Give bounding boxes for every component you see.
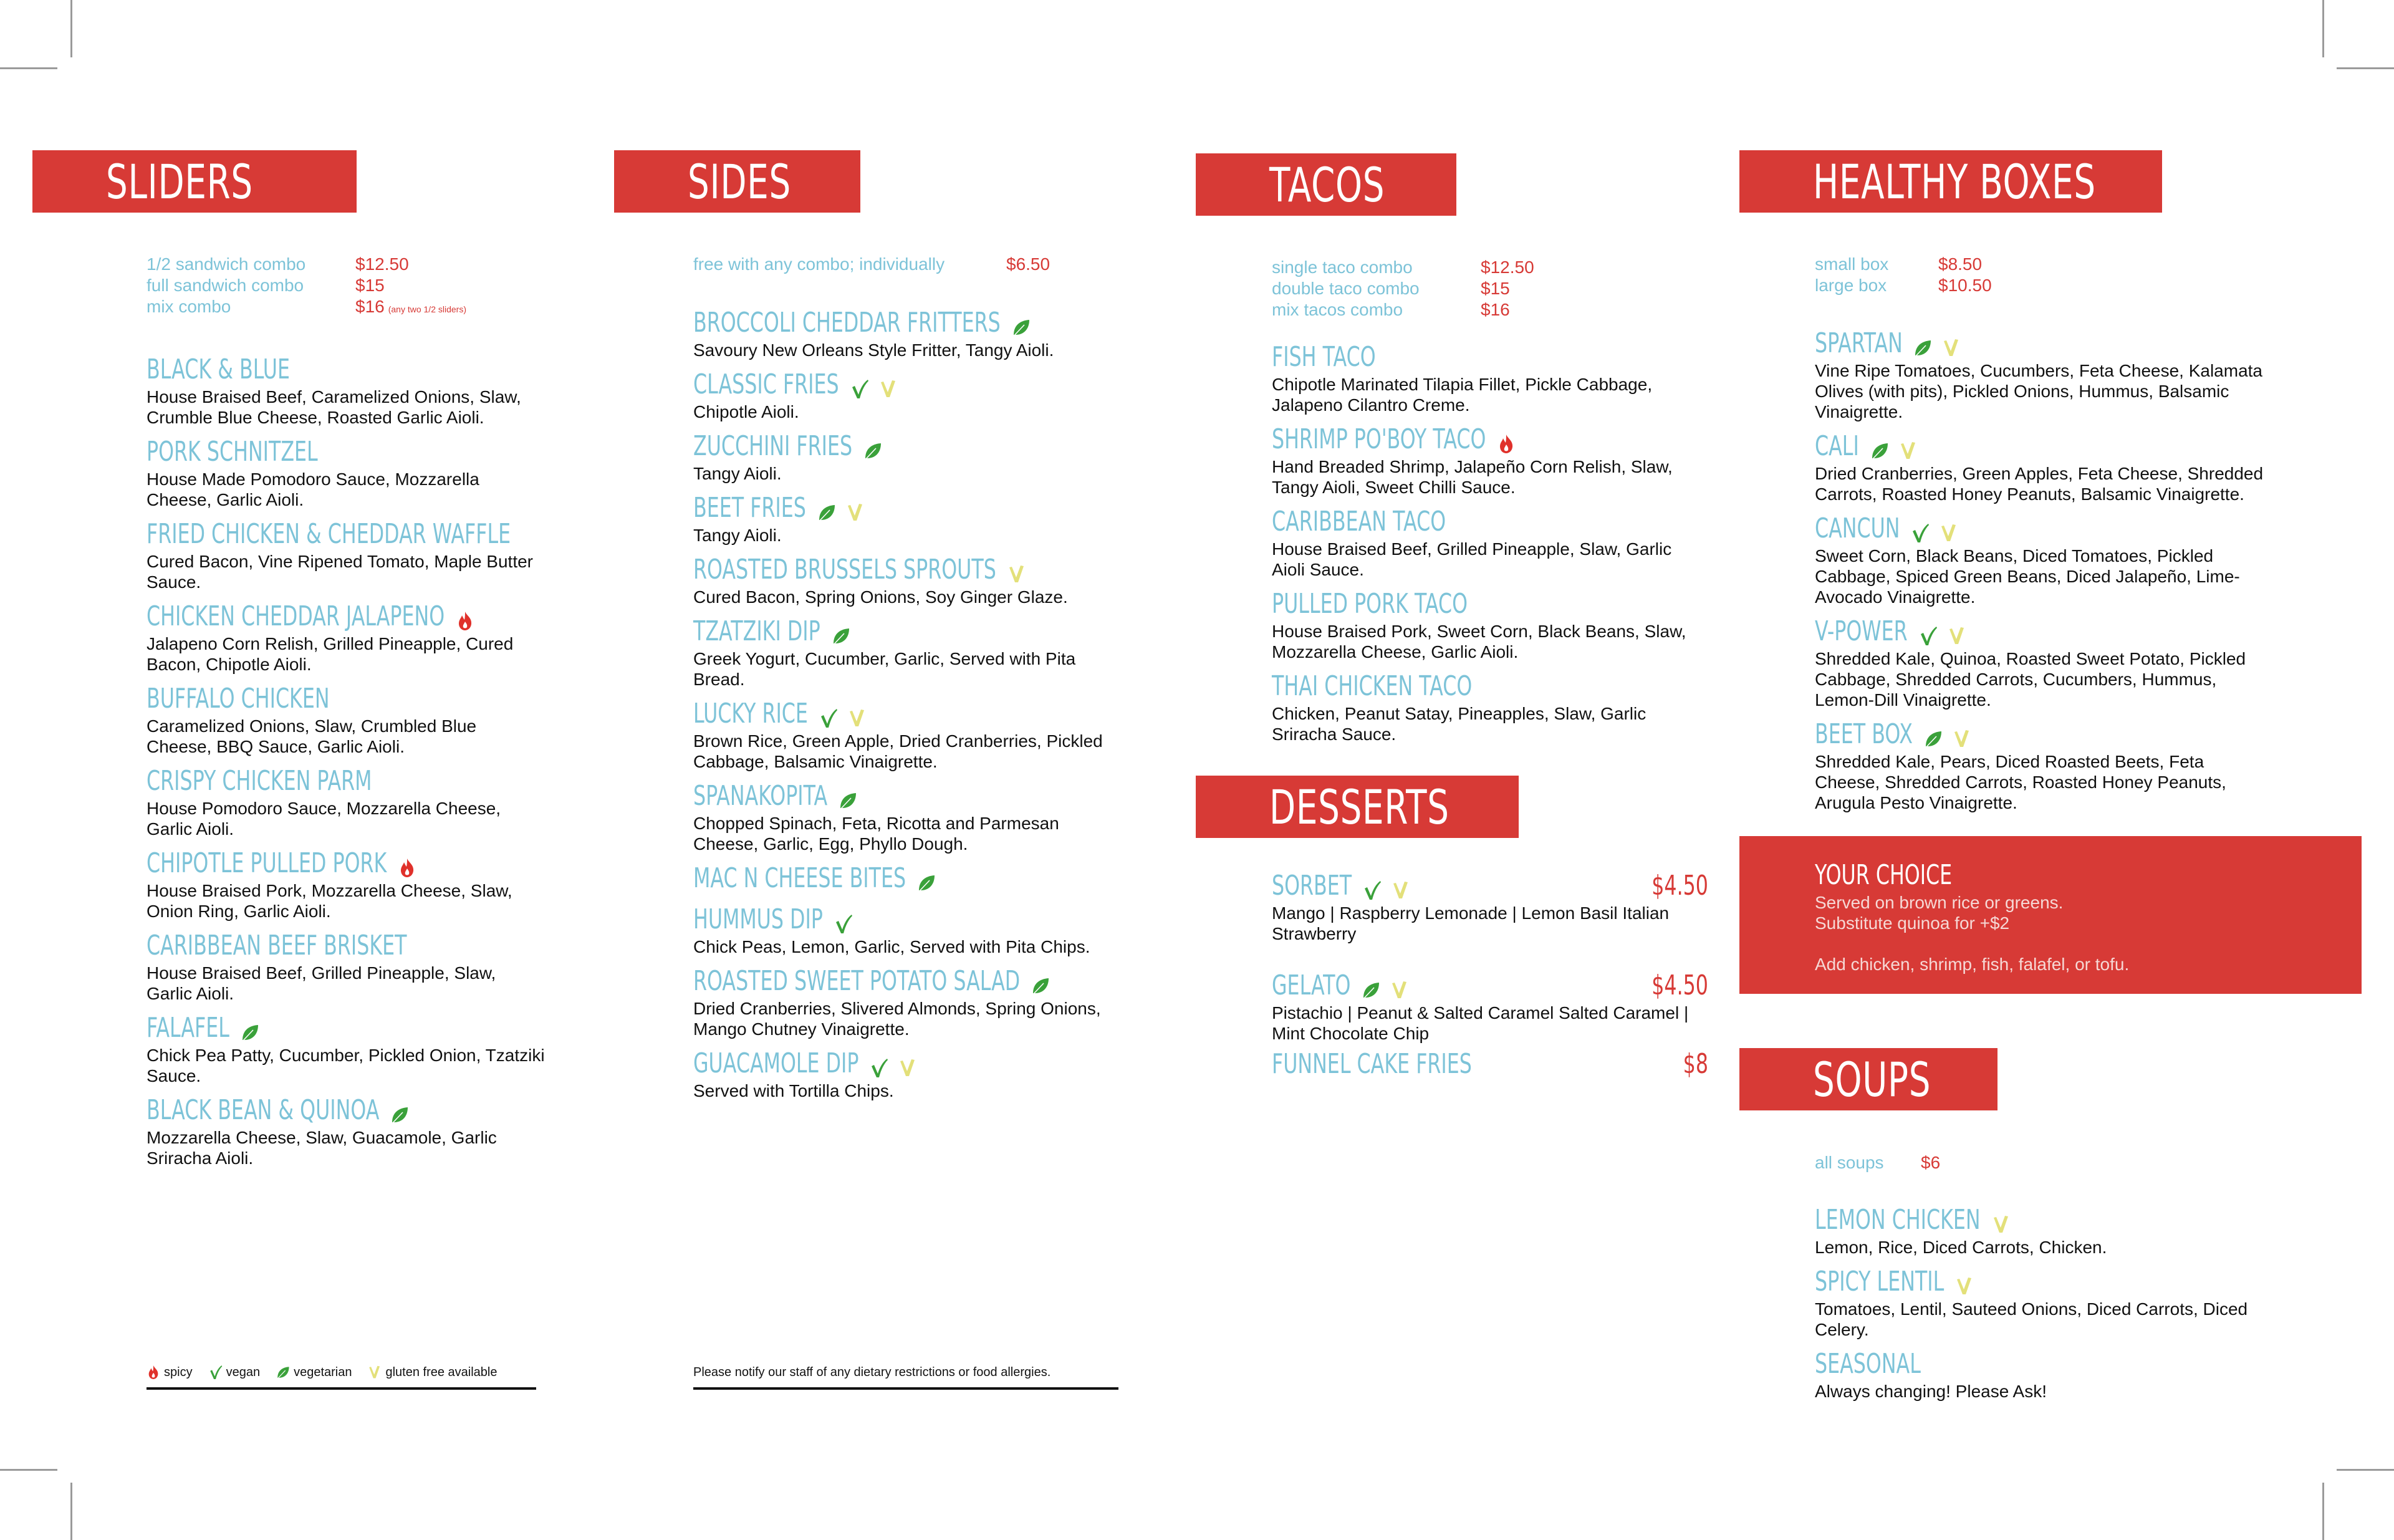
diet-icons: [1031, 971, 1060, 992]
gluten-free-icon: [1955, 1271, 1974, 1292]
menu-item-heading: [693, 306, 1105, 340]
dietary-legend: [147, 1364, 514, 1380]
menu-item-description: Served with Tortilla Chips.: [693, 1081, 894, 1100]
menu-item-name: CRISPY CHICKEN PARM: [147, 765, 372, 797]
vegetarian-icon: [1870, 436, 1889, 457]
menu-item-description: Sweet Corn, Black Beans, Diced Tomatoes, Pickled Cabbage, Spiced Green Beans, Diced Jalapeño, Lime-Avocado Vinaigrette.: [1815, 546, 2240, 607]
menu-item: [1815, 1203, 2264, 1258]
pricing-price: $16: [355, 297, 385, 316]
menu-item-heading: [147, 682, 546, 716]
menu-item-heading: [1815, 1347, 2264, 1381]
menu-item-name: CLASSIC FRIES: [693, 368, 839, 400]
menu-item-description: Brown Rice, Green Apple, Dried Cranberries, Pickled Cabbage, Balsamic Vinaigrette.: [693, 731, 1103, 771]
notice-underline: [693, 1387, 1118, 1390]
menu-item-name: FISH TACO: [1272, 341, 1376, 373]
menu-item: [693, 368, 1105, 422]
gluten-free-icon: [1953, 724, 1971, 745]
menu-item-name: BEET BOX: [1815, 718, 1913, 750]
gluten-free-icon: [1940, 518, 1958, 539]
menu-item-description: House Braised Beef, Caramelized Onions, Slaw, Crumble Blue Cheese, Roasted Garlic Aioli.: [147, 387, 521, 427]
menu-item-description: Caramelized Onions, Slaw, Crumbled Blue Cheese, BBQ Sauce, Garlic Aioli.: [147, 716, 477, 756]
menu-item-heading: [1272, 670, 1696, 703]
menu-item-name: ROASTED SWEET POTATO SALAD: [693, 965, 1021, 997]
vegan-icon: [870, 1053, 888, 1074]
menu-item-name: PULLED PORK TACO: [1272, 588, 1468, 620]
menu-item: [693, 862, 1105, 895]
vegetarian-icon: [241, 1018, 259, 1039]
menu-item: [147, 1011, 546, 1086]
pricing-label: free with any combo; individually: [693, 254, 945, 274]
spicy-icon: [1497, 429, 1516, 450]
your-choice-line: Served on brown rice or greens.: [1815, 893, 2064, 912]
diet-icons: [1007, 559, 1036, 580]
menu-item-description: Chick Pea Patty, Cucumber, Pickled Onion, Tzatziki Sauce.: [147, 1046, 545, 1085]
menu-item-description: Pistachio | Peanut & Salted Caramel Salted Caramel | Mint Chocolate Chip: [1272, 1003, 1689, 1043]
menu-item: [1815, 327, 2264, 422]
diet-icons: [1497, 429, 1526, 450]
menu-item-description: Tangy Aioli.: [693, 526, 782, 545]
diet-icons: [1924, 724, 1981, 745]
menu-item-name: CANCUN: [1815, 513, 1900, 544]
section-title-tacos: TACOS: [1196, 153, 1456, 216]
menu-item-description: House Made Pomodoro Sauce, Mozzarella Cheese, Garlic Aioli.: [147, 469, 479, 509]
menu-item-description: House Braised Beef, Grilled Pineapple, Slaw, Garlic Aioli Sauce.: [1272, 539, 1672, 579]
crop-mark: [2337, 1469, 2394, 1471]
menu-item: [693, 903, 1105, 957]
menu-item: [693, 491, 1105, 546]
pricing-price: $15: [1481, 279, 1510, 298]
menu-item-name: PORK SCHNITZEL: [147, 436, 318, 468]
sliders-item-list: [147, 353, 546, 1176]
menu-item-heading: [1272, 969, 1708, 1003]
diet-icons: [1870, 436, 1928, 457]
menu-item-description: Greek Yogurt, Cucumber, Garlic, Served with Pita Bread.: [693, 649, 1076, 689]
pricing-label: mix combo: [147, 297, 231, 316]
menu-item-name: CHICKEN CHEDDAR JALAPENO: [147, 600, 445, 632]
menu-item-name: MAC N CHEESE BITES: [693, 862, 906, 894]
menu-item-heading: [1272, 423, 1696, 456]
pricing-label: large box: [1815, 276, 1887, 295]
vegetarian-icon: [1913, 333, 1932, 354]
diet-icons: [832, 621, 860, 642]
vegetarian-icon: [832, 621, 850, 642]
menu-item-heading: [693, 553, 1105, 587]
menu-item: [693, 615, 1105, 690]
spicy-icon: [398, 853, 416, 874]
menu-item-description: Tangy Aioli.: [693, 464, 782, 483]
menu-item-name: CHIPOTLE PULLED PORK: [147, 847, 387, 879]
pricing-label: full sandwich combo: [147, 276, 304, 295]
legend-underline: [147, 1387, 536, 1390]
your-choice-box: [1739, 836, 2362, 994]
gluten-free-icon: [1007, 559, 1026, 580]
menu-item-description: House Braised Beef, Grilled Pineapple, Slaw, Garlic Aioli.: [147, 963, 496, 1003]
menu-item-heading: [147, 517, 546, 551]
your-choice-line: Substitute quinoa for +$2: [1815, 913, 2010, 933]
pricing-label: double taco combo: [1272, 279, 1420, 298]
menu-item: [147, 1094, 546, 1168]
gluten-free-icon: [879, 374, 898, 395]
menu-item-name: GELATO: [1272, 970, 1351, 1001]
menu-item-name: FUNNEL CAKE FRIES: [1272, 1048, 1472, 1080]
menu-item-heading: [147, 600, 546, 633]
diet-icons: [850, 374, 908, 395]
diet-icons: [1363, 875, 1420, 897]
diet-icons: [1955, 1271, 1984, 1292]
menu-item-heading: [693, 368, 1105, 402]
diet-icons: [241, 1018, 269, 1039]
legend-label: vegetarian: [294, 1365, 352, 1379]
menu-item: [693, 306, 1105, 360]
menu-item: [1815, 718, 2264, 813]
menu-item: [1272, 670, 1696, 744]
your-choice-title: YOUR CHOICE: [1815, 859, 1953, 891]
menu-item-description: House Braised Pork, Sweet Corn, Black Beans, Slaw, Mozzarella Cheese, Garlic Aioli.: [1272, 622, 1686, 662]
tacos-pricing: [1272, 257, 1646, 320]
crop-mark: [0, 67, 57, 69]
menu-item-description: House Braised Pork, Mozzarella Cheese, Slaw, Onion Ring, Garlic Aioli.: [147, 881, 512, 921]
menu-item: [693, 553, 1105, 607]
menu-item: [693, 430, 1105, 484]
legend-label: spicy: [164, 1365, 193, 1379]
menu-item: [1272, 969, 1708, 1044]
menu-item: [693, 779, 1105, 854]
menu-item-name: SPANAKOPITA: [693, 780, 828, 812]
menu-item-heading: [1272, 869, 1708, 903]
menu-item-heading: [1815, 1265, 2264, 1299]
menu-item-name: ROASTED BRUSSELS SPROUTS: [693, 554, 996, 585]
vegetarian-icon: [863, 436, 882, 457]
menu-item-heading: [693, 1047, 1105, 1080]
pricing-price: $10.50: [1938, 276, 1992, 295]
menu-item-name: TZATZIKI DIP: [693, 615, 820, 647]
menu-item-heading: [1815, 718, 2264, 751]
section-title-desserts: DESSERTS: [1196, 776, 1519, 838]
menu-item-name: SEASONAL: [1815, 1348, 1921, 1380]
gluten-free-icon: [1948, 621, 1966, 642]
menu-item-description: Always changing! Please Ask!: [1815, 1382, 2047, 1401]
vegan-icon: [819, 703, 838, 724]
vegetarian-icon: [390, 1100, 409, 1121]
vegan-icon: [1911, 518, 1930, 539]
vegan-icon: [209, 1364, 223, 1380]
section-title-soups: SOUPS: [1739, 1048, 1997, 1110]
menu-item-description: Cured Bacon, Spring Onions, Soy Ginger Glaze.: [693, 587, 1068, 607]
menu-item-description: Shredded Kale, Quinoa, Roasted Sweet Potato, Pickled Cabbage, Shredded Carrots, Cucumbers, Hummus, Lemon-Dill Vinaigrette.: [1815, 649, 2246, 710]
crop-mark: [0, 1469, 57, 1471]
menu-item: [147, 764, 546, 839]
crop-mark: [70, 1483, 72, 1540]
gluten-free-icon: [1942, 333, 1961, 354]
menu-item-heading: [1272, 340, 1696, 374]
diet-icons: [834, 909, 863, 930]
vegan-icon: [1919, 621, 1938, 642]
menu-item: [1815, 430, 2264, 504]
menu-item-description: Shredded Kale, Pears, Diced Roasted Beets, Feta Cheese, Shredded Carrots, Roasted Honey Peanuts, Arugula Pesto Vinaigrette.: [1815, 752, 2226, 812]
spicy-icon: [147, 1364, 160, 1380]
menu-item: [1272, 505, 1696, 580]
gluten-free-icon: [1390, 975, 1409, 996]
spicy-icon: [456, 606, 474, 627]
menu-item-name: ZUCCHINI FRIES: [693, 430, 853, 462]
diet-icons: [819, 703, 877, 724]
menu-item-heading: [693, 615, 1105, 648]
menu-item-description: Chopped Spinach, Feta, Ricotta and Parmesan Cheese, Garlic, Egg, Phyllo Dough.: [693, 814, 1059, 854]
menu-item-name: SHRIMP PO'BOY TACO: [1272, 423, 1486, 455]
menu-item-heading: [693, 779, 1105, 813]
healthy-pricing: [1815, 254, 2189, 296]
menu-item: [147, 517, 546, 592]
menu-item-name: LEMON CHICKEN: [1815, 1204, 1981, 1236]
menu-item-name: CARIBBEAN TACO: [1272, 506, 1446, 537]
diet-icons: [870, 1053, 927, 1074]
menu-item: [1272, 869, 1708, 944]
menu-item: [147, 682, 546, 757]
menu-item-price: [1630, 969, 1708, 1003]
menu-item-description: Chipotle Aioli.: [693, 402, 799, 421]
menu-item-heading: [147, 929, 546, 963]
diet-icons: [1911, 518, 1968, 539]
menu-item-heading: [693, 862, 1105, 895]
diet-icons: [1012, 312, 1041, 334]
crop-mark: [70, 0, 72, 57]
menu-item-heading: [693, 491, 1105, 525]
menu-item: [147, 929, 546, 1004]
menu-item-heading: [1815, 615, 2264, 648]
section-title-sliders: SLIDERS: [32, 150, 357, 213]
menu-item-price: [1673, 1047, 1708, 1081]
menu-item: [693, 697, 1105, 772]
menu-item-heading: [693, 903, 1105, 936]
menu-item-name: V-POWER: [1815, 615, 1908, 647]
menu-item-description: Mango | Raspberry Lemonade | Lemon Basil Italian Strawberry: [1272, 903, 1670, 943]
pricing-price: $16: [1481, 300, 1510, 319]
diet-icons: [456, 606, 484, 627]
menu-item-description: House Pomodoro Sauce, Mozzarella Cheese, Garlic Aioli.: [147, 799, 501, 839]
pricing-price: $6: [1921, 1153, 1941, 1172]
diet-icons: [839, 786, 867, 807]
gluten-free-icon: [368, 1364, 382, 1380]
menu-item: [147, 435, 546, 510]
menu-item-description: Dried Cranberries, Green Apples, Feta Cheese, Shredded Carrots, Roasted Honey Peanuts, Balsamic Vinaigrette.: [1815, 464, 2264, 504]
menu-item-description: Hand Breaded Shrimp, Jalapeño Corn Relish, Slaw, Tangy Aioli, Sweet Chilli Sauce.: [1272, 457, 1673, 497]
pricing-price: $12.50: [355, 254, 409, 274]
menu-item: [1815, 1347, 2264, 1402]
soups-pricing: [1815, 1152, 2064, 1173]
menu-item-name: THAI CHICKEN TACO: [1272, 670, 1473, 702]
pricing-note: (any two 1/2 sliders): [388, 304, 466, 314]
menu-item-heading: [1815, 430, 2264, 463]
gluten-free-icon: [848, 703, 867, 724]
menu-item-name: BROCCOLI CHEDDAR FRITTERS: [693, 307, 1001, 339]
menu-item: [1815, 1265, 2264, 1340]
menu-item-name: GUACAMOLE DIP: [693, 1047, 859, 1079]
menu-item: [147, 847, 546, 922]
sliders-pricing: [147, 254, 521, 317]
pricing-label: small box: [1815, 254, 1889, 274]
menu-item-heading: [1815, 327, 2264, 360]
menu-item-price-text: $4.50: [1651, 870, 1708, 902]
menu-item: [693, 965, 1105, 1039]
menu-item-price-text: $8: [1683, 1048, 1708, 1080]
gluten-free-icon: [846, 498, 865, 519]
menu-item-price: [1630, 869, 1708, 903]
menu-item-description: Chick Peas, Lemon, Garlic, Served with Pita Chips.: [693, 937, 1090, 956]
menu-item: [1272, 340, 1696, 415]
menu-item-description: Dried Cranberries, Slivered Almonds, Spring Onions, Mango Chutney Vinaigrette.: [693, 999, 1101, 1039]
menu-item-name: FALAFEL: [147, 1012, 229, 1044]
menu-item-heading: [693, 430, 1105, 463]
your-choice-line: Add chicken, shrimp, fish, falafel, or tofu.: [1815, 955, 2130, 974]
menu-item-heading: [147, 847, 546, 880]
menu-item-heading: [147, 1011, 546, 1045]
menu-item: [1272, 1047, 1708, 1081]
menu-item: [1272, 587, 1696, 662]
diet-icons: [917, 868, 946, 889]
pricing-label: mix tacos combo: [1272, 300, 1403, 319]
pricing-label: single taco combo: [1272, 257, 1413, 277]
vegan-icon: [834, 909, 853, 930]
gluten-free-icon: [1992, 1210, 2011, 1231]
menu-item-name: BEET FRIES: [693, 492, 806, 524]
vegetarian-icon: [1031, 971, 1050, 992]
sides-item-list: [693, 306, 1105, 1109]
menu-item-heading: [1272, 1047, 1708, 1081]
section-title-healthy-boxes: HEALTHY BOXES: [1739, 150, 2162, 213]
menu-item-heading: [1272, 505, 1696, 539]
vegetarian-icon: [1012, 312, 1031, 334]
diet-icons: [863, 436, 892, 457]
vegan-icon: [1363, 875, 1382, 897]
pricing-price: $8.50: [1938, 254, 1983, 274]
vegan-icon: [850, 374, 869, 395]
diet-icons: [1992, 1210, 2021, 1231]
menu-item-description: Jalapeno Corn Relish, Grilled Pineapple, Cured Bacon, Chipotle Aioli.: [147, 634, 514, 674]
menu-item-description: Mozzarella Cheese, Slaw, Guacamole, Garlic Sriracha Aioli.: [147, 1128, 497, 1168]
menu-item-name: BUFFALO CHICKEN: [147, 683, 330, 715]
menu-item-heading: [1815, 512, 2264, 546]
diet-icons: [1913, 333, 1971, 354]
gluten-free-icon: [898, 1053, 917, 1074]
pricing-price: $6.50: [1006, 254, 1050, 274]
menu-item-name: CALI: [1815, 430, 1859, 462]
gluten-free-icon: [1392, 875, 1410, 897]
menu-item-name: LUCKY RICE: [693, 698, 808, 729]
healthy-item-list: [1815, 327, 2264, 821]
menu-item-description: Tomatoes, Lentil, Sauteed Onions, Diced Carrots, Diced Celery.: [1815, 1299, 2248, 1339]
crop-mark: [2322, 1483, 2324, 1540]
menu-item-name: SPARTAN: [1815, 327, 1903, 359]
desserts-item-list: [1272, 869, 1708, 1089]
menu-item-name: FRIED CHICKEN & CHEDDAR WAFFLE: [147, 518, 511, 550]
vegetarian-icon: [1362, 975, 1380, 996]
menu-item-heading: [147, 435, 546, 469]
vegetarian-icon: [839, 786, 857, 807]
vegetarian-icon: [817, 498, 836, 519]
menu-item: [1815, 512, 2264, 607]
menu-item-heading: [693, 697, 1105, 731]
crop-mark: [2337, 67, 2394, 69]
allergy-notice: Please notify our staff of any dietary restrictions or food allergies.: [693, 1365, 1051, 1379]
pricing-price: $15: [355, 276, 385, 295]
section-title-sides: SIDES: [614, 150, 860, 213]
menu-item-price-text: $4.50: [1651, 970, 1708, 1001]
diet-icons: [390, 1100, 419, 1121]
gluten-free-icon: [1899, 436, 1918, 457]
diet-icons: [398, 853, 426, 874]
vegetarian-icon: [917, 868, 936, 889]
menu-item-heading: [147, 1094, 546, 1127]
menu-item-name: SORBET: [1272, 870, 1352, 902]
menu-item-name: BLACK & BLUE: [147, 354, 290, 385]
menu-item-description: Lemon, Rice, Diced Carrots, Chicken.: [1815, 1238, 2107, 1257]
menu-item-name: SPICY LENTIL: [1815, 1266, 1945, 1297]
diet-icons: [1919, 621, 1976, 642]
diet-icons: [1362, 975, 1419, 996]
pricing-label: 1/2 sandwich combo: [147, 254, 306, 274]
menu-item-name: HUMMUS DIP: [693, 903, 823, 935]
menu-item: [1815, 615, 2264, 710]
soups-item-list: [1815, 1203, 2264, 1409]
menu-item-heading: [147, 353, 546, 387]
menu-item-name: BLACK BEAN & QUINOA: [147, 1094, 380, 1126]
menu-item-description: Chicken, Peanut Satay, Pineapples, Slaw, Garlic Sriracha Sauce.: [1272, 704, 1646, 744]
menu-item-name: CARIBBEAN BEEF BRISKET: [147, 930, 407, 961]
menu-item: [147, 600, 546, 675]
menu-item-description: Chipotle Marinated Tilapia Fillet, Pickle Cabbage, Jalapeno Cilantro Creme.: [1272, 375, 1653, 415]
menu-item-description: Cured Bacon, Vine Ripened Tomato, Maple Butter Sauce.: [147, 552, 534, 592]
menu-item: [693, 1047, 1105, 1101]
menu-item-description: Vine Ripe Tomatoes, Cucumbers, Feta Cheese, Kalamata Olives (with pits), Pickled Onions, Hummus, Balsamic Vinaigrette.: [1815, 361, 2263, 421]
sides-pricing: [693, 254, 1130, 275]
legend-label: gluten free available: [385, 1365, 498, 1379]
tacos-item-list: [1272, 340, 1696, 752]
vegetarian-icon: [276, 1364, 290, 1380]
crop-mark: [2322, 0, 2324, 57]
pricing-label: all soups: [1815, 1153, 1884, 1172]
menu-item: [147, 353, 546, 428]
menu-item: [1272, 423, 1696, 498]
vegetarian-icon: [1924, 724, 1943, 745]
menu-item-heading: [147, 764, 546, 798]
pricing-price: $12.50: [1481, 257, 1534, 277]
menu-item-heading: [1272, 587, 1696, 621]
menu-item-heading: [1815, 1203, 2264, 1237]
menu-item-description: Savoury New Orleans Style Fritter, Tangy Aioli.: [693, 340, 1054, 360]
diet-icons: [817, 498, 875, 519]
menu-item-heading: [693, 965, 1105, 998]
legend-label: vegan: [226, 1365, 261, 1379]
